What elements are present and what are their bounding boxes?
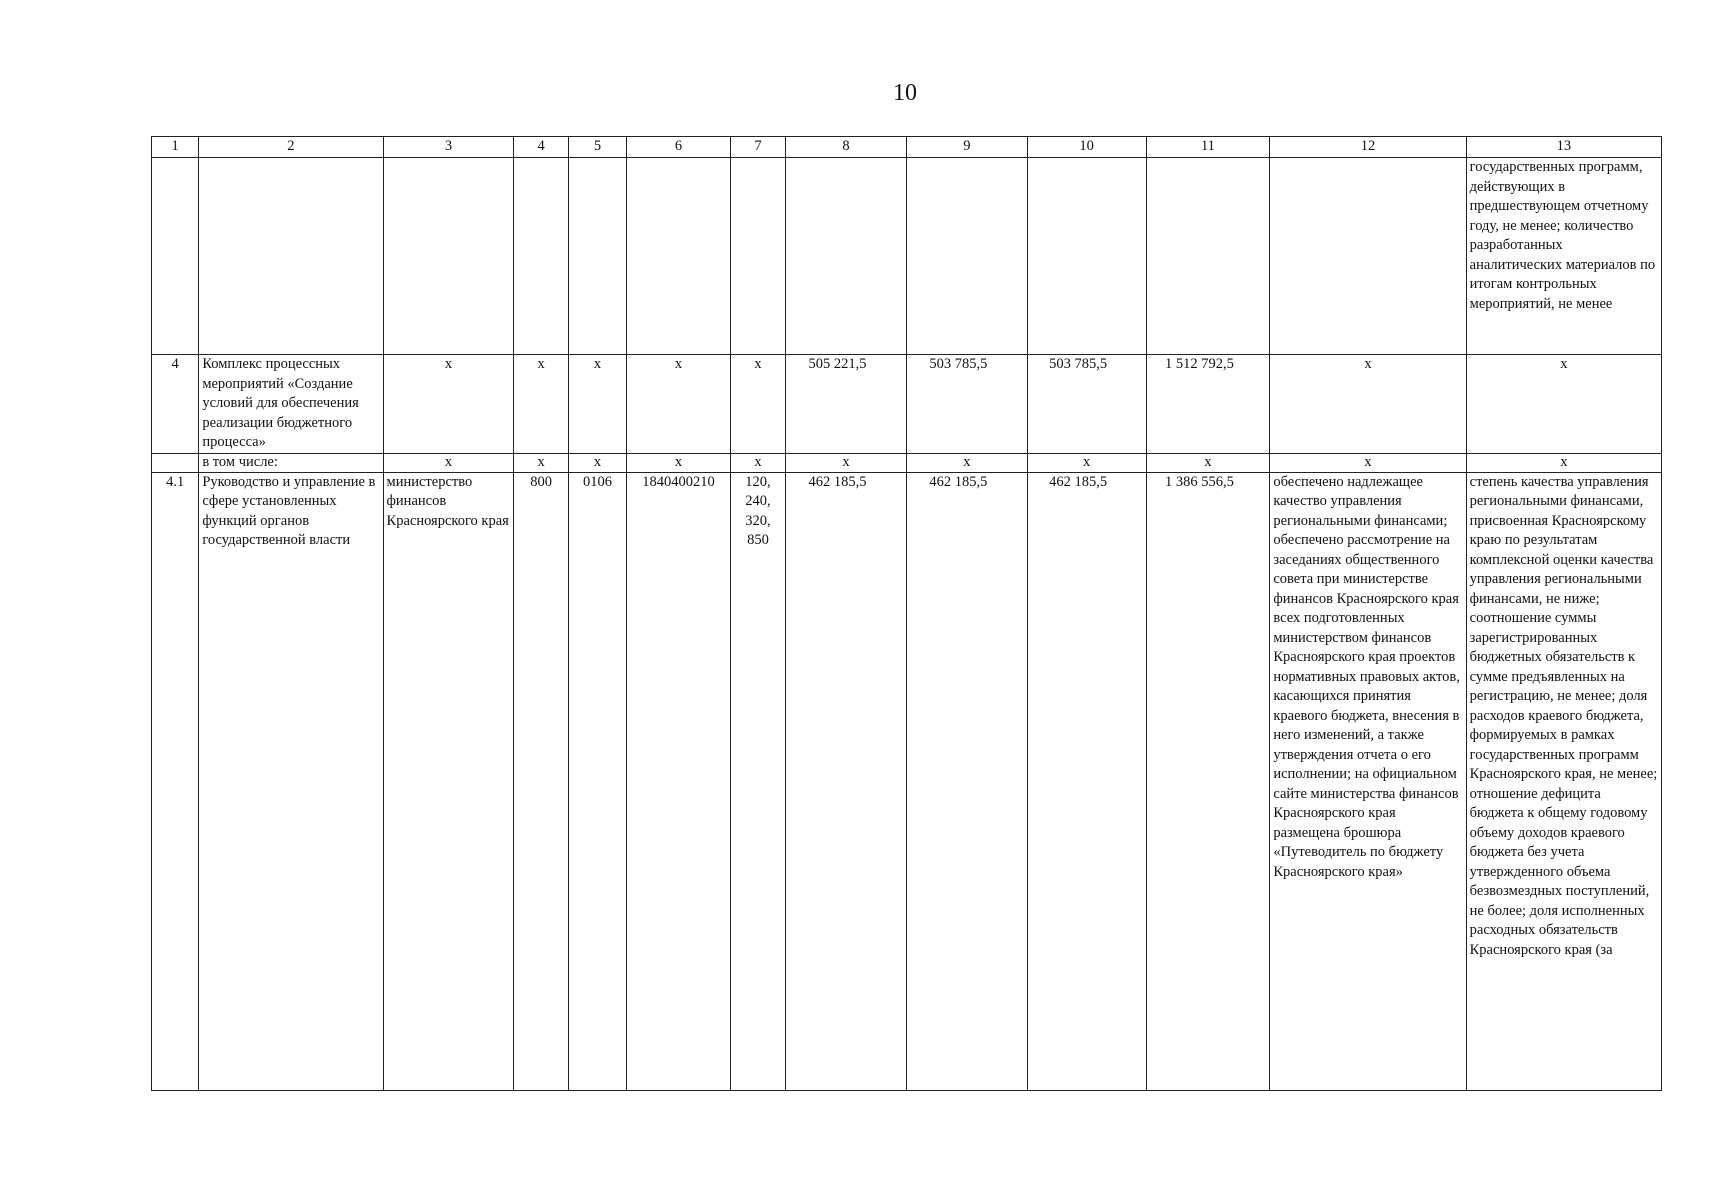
table-cell (906, 158, 1027, 355)
section-cell: 0106 (568, 472, 626, 1090)
table-cell (199, 158, 383, 355)
target-article-cell: 1840400210 (627, 472, 731, 1090)
amount-year3-cell: 503 785,5 (1027, 355, 1146, 454)
table-cell: х (568, 453, 626, 472)
result-cell: х (1270, 355, 1466, 454)
table-cell (1027, 158, 1146, 355)
amount-year3-cell: 462 185,5 (1027, 472, 1146, 1090)
budget-table (151, 136, 1662, 1091)
table-cell (627, 158, 731, 355)
including-label-cell: в том числе: (199, 453, 383, 472)
table-cell (730, 158, 785, 355)
indicators-cell: х (1466, 355, 1661, 454)
header-cell: 12 (1270, 137, 1466, 158)
header-cell: 8 (786, 137, 907, 158)
complex-name-cell: Комплекс процессных мероприятий «Создание условий для обеспечения реализации бюджетного процесса» (199, 355, 383, 454)
table-cell (1270, 158, 1466, 355)
amount-year2-cell: 503 785,5 (906, 355, 1027, 454)
grbs-cell: 800 (514, 472, 568, 1090)
executor-cell: министерство финансов Красноярского края (383, 472, 514, 1090)
expense-type-cell: х (730, 355, 785, 454)
table-cell (383, 158, 514, 355)
header-cell: 5 (568, 137, 626, 158)
table-cell: х (1146, 453, 1270, 472)
header-cell: 10 (1027, 137, 1146, 158)
table-cell: х (1466, 453, 1661, 472)
amount-year1-cell: 505 221,5 (786, 355, 907, 454)
table-header-row (152, 137, 1662, 158)
section-cell: х (568, 355, 626, 454)
target-article-cell: х (627, 355, 731, 454)
table-cell (1146, 158, 1270, 355)
table-cell: х (627, 453, 731, 472)
amount-total-cell: 1 386 556,5 (1146, 472, 1270, 1090)
executor-cell: х (383, 355, 514, 454)
expense-type-line: 320, (745, 512, 771, 529)
row-number-cell: 4 (152, 355, 199, 454)
table-row-including (152, 453, 1662, 472)
expense-type-line: 850 (747, 532, 769, 548)
expense-type-cell (730, 472, 785, 1090)
header-cell: 6 (627, 137, 731, 158)
indicators-continuation-cell: государственных программ, действующих в предшествующем отчетному году, не менее; количество разработанных аналитических материалов по итогам контрольных мероприятий, не менее (1466, 158, 1661, 355)
expense-type-line: 240, (745, 493, 771, 509)
table-cell: х (906, 453, 1027, 472)
table-cell: х (383, 453, 514, 472)
table-cell: х (730, 453, 785, 472)
table-cell (152, 453, 199, 472)
header-cell: 2 (199, 137, 383, 158)
table-cell (568, 158, 626, 355)
header-cell: 13 (1466, 137, 1661, 158)
table-cell: х (1027, 453, 1146, 472)
activity-name-cell: Руководство и управление в сфере установленных функций органов государственной власти (199, 472, 383, 1090)
grbs-cell: х (514, 355, 568, 454)
amount-year2-cell: 462 185,5 (906, 472, 1027, 1090)
table-row-activity-4-1 (152, 472, 1662, 1090)
page-number: 10 (893, 80, 917, 106)
row-number-cell: 4.1 (152, 472, 199, 1090)
header-cell: 3 (383, 137, 514, 158)
table-cell (152, 158, 199, 355)
header-cell: 11 (1146, 137, 1270, 158)
header-cell: 7 (730, 137, 785, 158)
table-row-continuation (152, 158, 1662, 355)
table-cell (514, 158, 568, 355)
table-cell: х (514, 453, 568, 472)
amount-total-cell: 1 512 792,5 (1146, 355, 1270, 454)
table-cell: х (786, 453, 907, 472)
header-cell: 4 (514, 137, 568, 158)
header-cell: 9 (906, 137, 1027, 158)
expense-type-line: 120, (745, 473, 771, 490)
table-cell: х (1270, 453, 1466, 472)
indicators-cell: степень качества управления региональными финансами, присвоенная Красноярскому краю по результатам комплексной оценки качества управления региональными финансами, не ниже; соотношение суммы зарегистрированных бюджетных обязательств к сумме предъявленных на регистрацию, не менее; доля расходов краевого бюджета, формируемых в рамках государственных программ Красноярского края, не менее; отношение дефицита бюджета к общему годовому объему доходов краевого бюджета без учета утвержденного объема безвозмездных поступлений, не более; доля исполненных расходных обязательств Красноярского края (за (1466, 472, 1661, 1090)
amount-year1-cell: 462 185,5 (786, 472, 907, 1090)
result-cell: обеспечено надлежащее качество управления региональными финансами; обеспечено рассмотрение на заседаниях общественного совета при министерстве финансов Красноярского края всех подготовленных министерством финансов Красноярского края проектов нормативных правовых актов, касающихся принятия краевого бюджета, внесения в него изменений, а также утверждения отчета о его исполнении; на официальном сайте министерства финансов Красноярского края размещена брошюра «Путеводитель по бюджету Красноярского края» (1270, 472, 1466, 1090)
table-row-complex-4 (152, 355, 1662, 454)
table-cell (786, 158, 907, 355)
header-cell: 1 (152, 137, 199, 158)
